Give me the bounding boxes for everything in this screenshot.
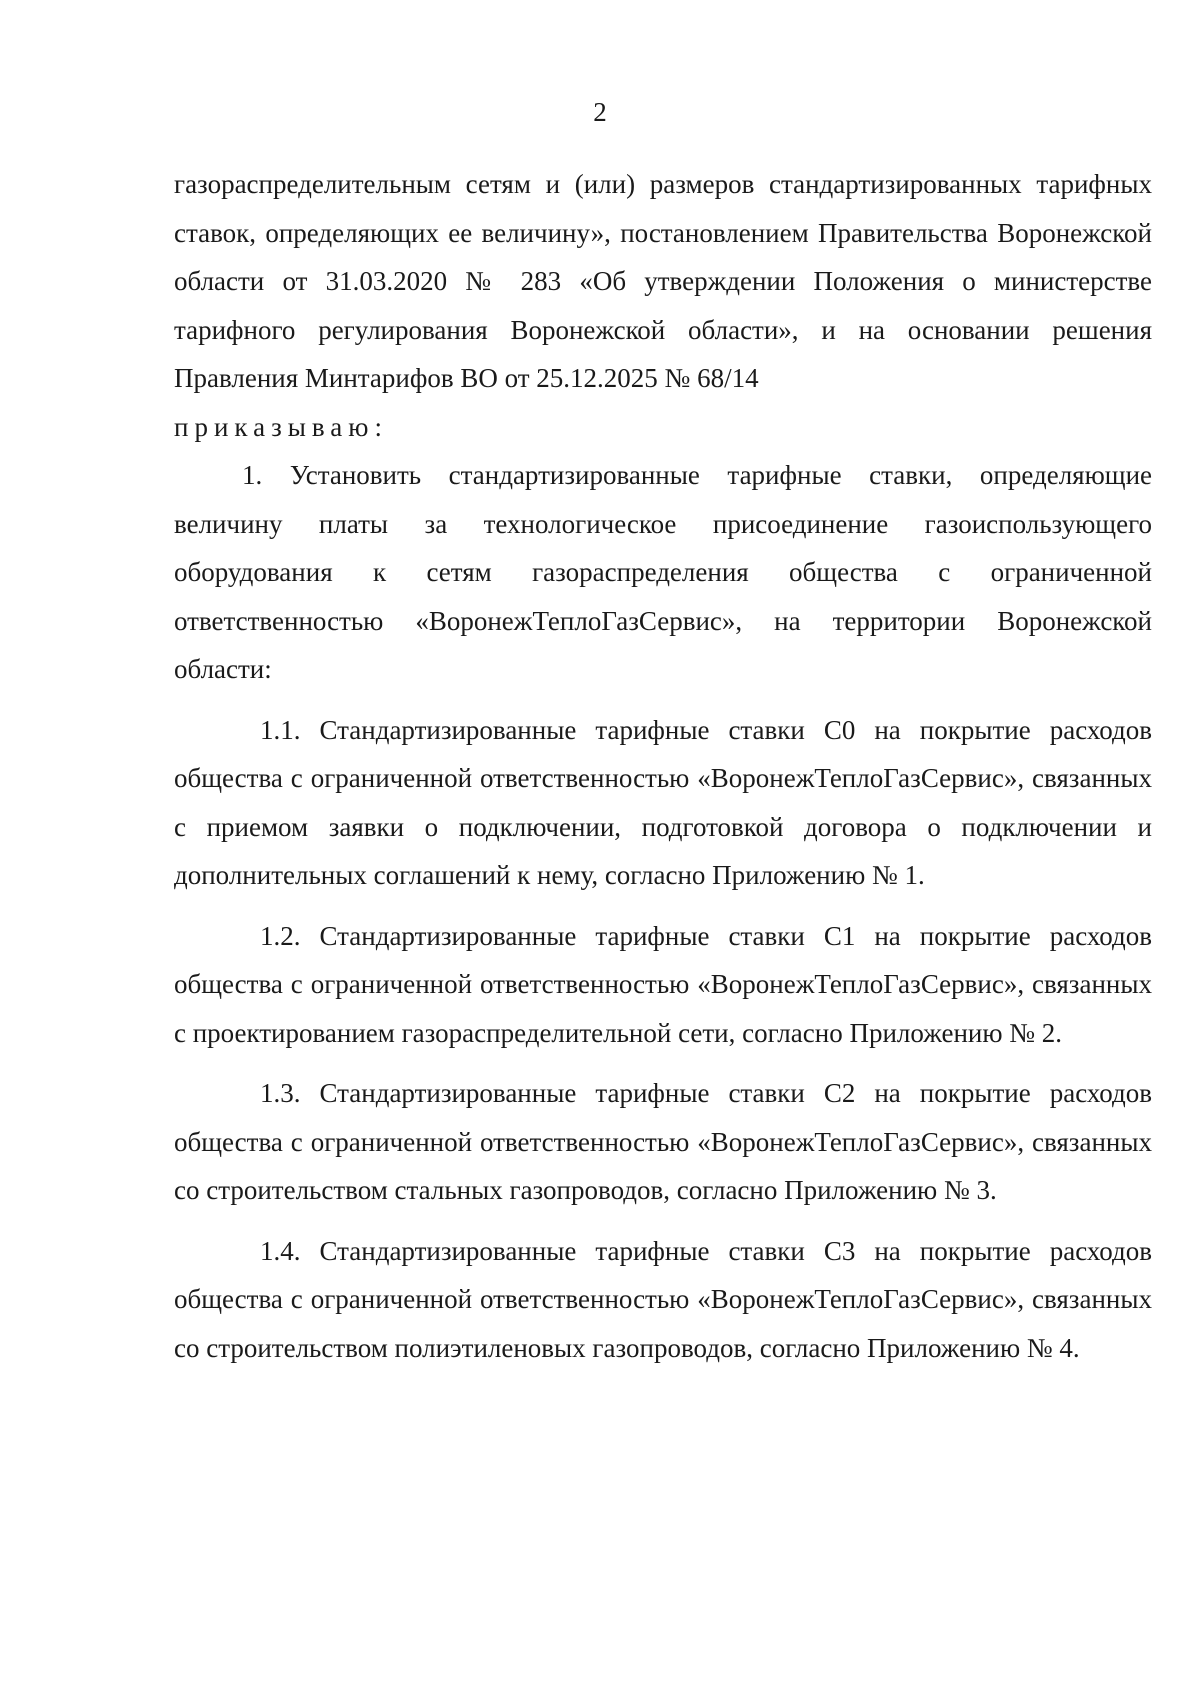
clause-1-4: 1.4. Стандартизированные тарифные ставки С3 на покрытие расходов общества с ограниченной ответственностью «ВоронежТеплоГазСервис», связанных со строительством полиэтиленовых газопроводов, согласно Приложению № 4.	[174, 1235, 1152, 1363]
clause-1-1: 1.1. Стандартизированные тарифные ставки С0 на покрытие расходов общества с ограниченной ответственностью «ВоронежТеплоГазСервис», связанных с приемом заявки о подключении, подготовкой договора о подключении и дополнительных соглашений к нему, согласно Приложению № 1.	[174, 714, 1152, 890]
clause-1: 1. Установить стандартизированные тарифные ставки, определяющие величину платы за технологическое присоединение газоиспользующего оборудования к сетям газораспределения общества с ограниченной ответственностью «ВоронежТеплоГазСервис», на территории Воронежской области:	[174, 460, 1152, 684]
clause-1-3: 1.3. Стандартизированные тарифные ставки С2 на покрытие расходов общества с ограниченной ответственностью «ВоронежТеплоГазСервис», связанных со строительством стальных газопроводов, согласно Приложению № 3.	[174, 1078, 1152, 1205]
page-number: 2	[593, 97, 607, 127]
document-body	[174, 160, 1152, 1372]
intro-paragraph: газораспределительным сетям и (или) размеров стандартизированных тарифных ставок, определяющих ее величину», постановлением Правительства Воронежской области от 31.03.2020 № 283 «Об утверждении Положения о министерстве тарифного регулирования Воронежской области», и на основании решения Правления Минтарифов ВО от 25.12.2025 № 68/14	[174, 169, 1152, 393]
clause-1-2: 1.2. Стандартизированные тарифные ставки С1 на покрытие расходов общества с ограниченной ответственностью «ВоронежТеплоГазСервис», связанных с проектированием газораспределительной сети, согласно Приложению № 2.	[174, 920, 1152, 1048]
order-word: приказываю:	[174, 411, 388, 442]
